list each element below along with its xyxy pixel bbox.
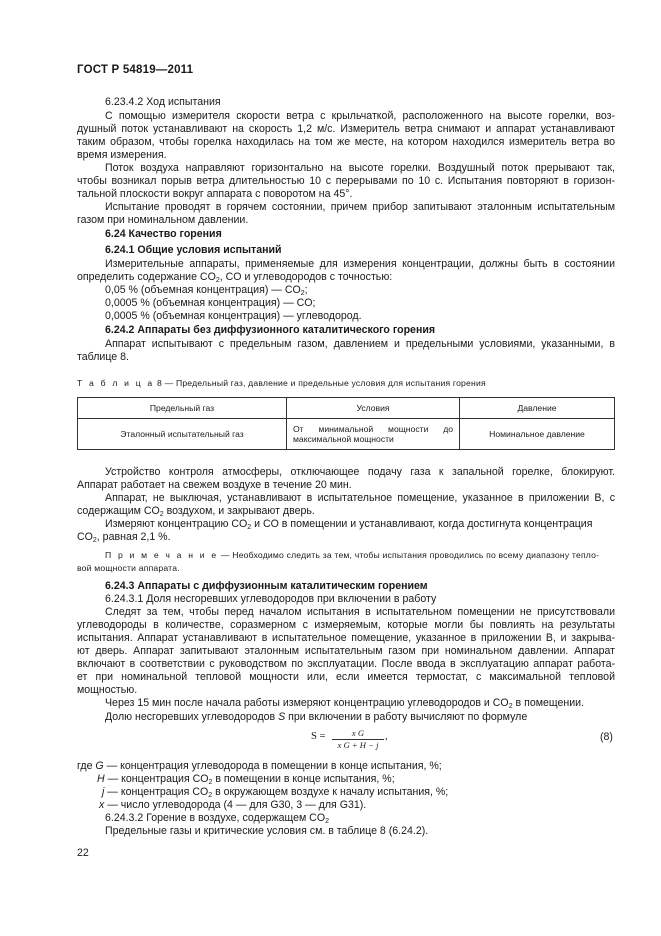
document-header: ГОСТ Р 54819—2011 [77, 64, 194, 76]
paragraph-line: ют дверь. Аппарат запитывают эталонным испытательным газом при номинальном давлении. Аппарат [77, 645, 615, 657]
paragraph-line: таблице 8. [77, 351, 129, 363]
note: П р и м е ч а н и е — Необходимо следить за тем, чтобы испытания проводились по всему диапазону тепло- [105, 550, 600, 560]
accuracy-hydrocarbon: 0,0005 % (объемная концентрация) — углеводород. [105, 310, 362, 322]
section-6-24-3-1-title: 6.24.3.1 Доля несгоревших углеводородов при включении в работу [105, 593, 437, 605]
section-6-24-3-title: 6.24.3 Аппараты с диффузионным каталитическим горением [105, 580, 428, 592]
table-8 [77, 397, 615, 450]
paragraph-line: Аппарат испытывают с предельным газом, давлением и предельными условиями, указанными, в [105, 338, 615, 350]
paragraph-line: газом при номинальном давлении. [77, 214, 249, 226]
paragraph-line: $CO_2$, равная 2,1 %. [77, 531, 171, 544]
paragraph-line: Измерительные аппараты, применяемые для измерения концентрации, должны быть в состоянии [105, 258, 615, 270]
formula-tail: , [385, 731, 388, 742]
section-6-24-1-title: 6.24.1 Общие условия испытаний [105, 244, 282, 256]
section-6-24-3-2-title: 6.24.3.2 Горение в воздухе, содержащем $CO_2$ [105, 812, 329, 825]
table-cell-conditions: От минимальной мощности до максимальной мощности [287, 419, 460, 450]
paragraph-line: определить содержание $CO_2$, CO и углеводородов с точностью: [77, 271, 393, 284]
table-cell-gas: Эталонный испытательный газ [78, 419, 287, 450]
paragraph-line: Аппарат, не выключая, устанавливают в испытательное помещение, указанное в приложении В, с [105, 492, 615, 504]
paragraph-line: Устройство контроля атмосферы, отключающее подачу газа к запальной горелке, блокируют. [105, 466, 615, 478]
paragraph-line: Испытание проводят в горячем состоянии, причем прибор запитывают эталонным испытательным [105, 201, 615, 213]
formula-numerator: x G [332, 728, 384, 740]
accuracy-co: 0,0005 % (объемная концентрация) — CO; [105, 297, 316, 309]
paragraph-line: Аппарат работает на свежем воздухе в течение 20 мин. [77, 479, 352, 491]
accuracy-co2: 0,05 % (объемная концентрация) — $CO_2$; [105, 284, 308, 297]
formula-denominator: x G + H − j [337, 740, 379, 750]
table-8-caption: Т а б л и ц а 8 — Предельный газ, давление и предельные условия для испытания горения [77, 378, 486, 388]
formula-fraction [332, 728, 384, 750]
section-6-24-title: 6.24 Качество горения [105, 228, 222, 240]
paragraph-line: Предельные газы и критические условия см. в таблице 8 (6.24.2). [105, 825, 429, 837]
paragraph-line: содержащим $CO_2$ воздухом, и закрывают дверь. [77, 505, 315, 518]
table-header-cell: Предельный газ [78, 398, 287, 419]
table-header-cell: Давление [460, 398, 615, 419]
legend-line-g: где G — концентрация углеводорода в помещении в конце испытания, %; [77, 760, 442, 772]
paragraph-line: тальной плоскости вокруг аппарата с поворотом на 45°. [77, 188, 353, 200]
paragraph-line: Следят за тем, чтобы перед началом испытания в испытательном помещении не присутствовали [105, 606, 615, 618]
paragraph-line: углеводороды в количестве, соразмерном с измеряемым, которые могли бы повлиять на результаты [77, 619, 615, 631]
section-6-24-2-title: 6.24.2 Аппараты без диффузионного каталитического горения [105, 324, 436, 336]
paragraph-line: Через 15 мин после начала работы измеряют концентрацию углеводородов и $CO_2$ в помещении. [105, 697, 585, 710]
paragraph-line: испытания. Аппарат устанавливают в испытательное помещение, указанное в приложении В, и закрыва- [77, 632, 615, 644]
paragraph-line: включают в соответствии с руководством по эксплуатации. После ввода в эксплуатацию аппарат работа- [77, 658, 615, 670]
note-continuation: вой мощности аппарата. [77, 563, 180, 573]
formula-number: (8) [600, 731, 613, 743]
section-6-23-4-2-title: 6.23.4.2 Ход испытания [105, 96, 221, 108]
paragraph-line: Измеряют концентрацию $CO_2$ и CO в помещении и устанавливают, когда достигнута концентрация [105, 518, 593, 531]
table-header-row [78, 398, 615, 419]
legend-line-j: j — концентрация $CO_2$ в окружающем воздухе к началу испытания, %; [102, 786, 449, 799]
paragraph-line: душный поток устанавливают на скорость 1,2 м/с. Измеритель ветра снимают и аппарат устанавливают [77, 123, 615, 135]
paragraph-line: ет при номинальной тепловой мощности или, если имеется термостат, с максимальной тепловой [77, 671, 615, 683]
table-row [78, 419, 615, 450]
paragraph-line: Долю несгоревших углеводородов S при включении в работу вычисляют по формуле [105, 711, 528, 723]
paragraph-line: чтобы возникал порыв ветра длительностью 10 с перерывами по 10 с. Испытания повторяют в горизон- [77, 175, 615, 187]
paragraph-line: мощностью. [77, 684, 138, 696]
page-number: 22 [77, 847, 89, 859]
paragraph-line: С помощью измерителя скорости ветра с крыльчаткой, расположенного на высоте горелки, воз- [105, 110, 615, 122]
formula-lhs: S = [311, 731, 326, 742]
legend-line-h: H — концентрация $CO_2$ в помещении в конце испытания, %; [97, 773, 395, 786]
paragraph-line: таким образом, чтобы горелка находилась на том же месте, на котором находился измеритель ветра во [77, 136, 615, 148]
table-header-cell: Условия [287, 398, 460, 419]
paragraph-line: Поток воздуха направляют горизонтально на высоте горелки. Воздушный поток прерывают так, [105, 162, 615, 174]
legend-line-x: x — число углеводорода (4 — для G30, 3 — для G31). [99, 799, 367, 811]
table-cell-pressure: Номинальное давление [460, 419, 615, 450]
paragraph-line: время измерения. [77, 149, 167, 161]
